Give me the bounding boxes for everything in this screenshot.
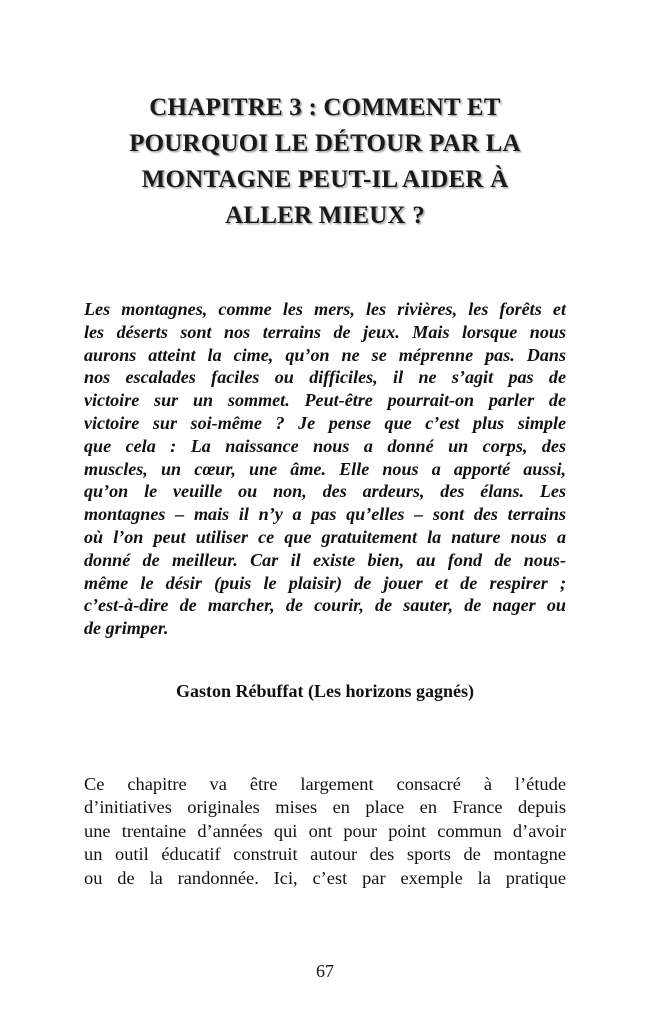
chapter-title bbox=[95, 90, 555, 234]
chapter-title-line: ALLER MIEUX ? bbox=[225, 202, 425, 229]
epigraph-line: où l’on peut utiliser ce que gratuitement la nature nous a bbox=[84, 526, 566, 547]
epigraph-line: victoire sur soi-même ? Je pense que c’est plus simple bbox=[84, 412, 566, 433]
epigraph-line: montagnes – mais il n’y a pas qu’elles – sont des terrains bbox=[84, 504, 566, 525]
epigraph-line: de grimper. bbox=[84, 618, 169, 639]
epigraph-line: c’est-à-dire de marcher, de courir, de sauter, de nager ou bbox=[84, 595, 566, 616]
epigraph-line: muscles, un cœur, une âme. Elle nous a apporté aussi, bbox=[84, 458, 566, 479]
body-line: Ce chapitre va être largement consacré à l’étude bbox=[84, 774, 566, 794]
epigraph-line: les déserts sont nos terrains de jeux. Mais lorsque nous bbox=[84, 321, 566, 342]
epigraph-quote bbox=[84, 298, 566, 640]
body-line: une trentaine d’années qui ont pour point commun d’avoir bbox=[84, 820, 566, 841]
epigraph-line: que cela : La naissance nous a donné un corps, des bbox=[84, 435, 566, 456]
chapter-title-line: MONTAGNE PEUT-IL AIDER À bbox=[141, 166, 509, 193]
body-line: d’initiatives originales mises en place en France depuis bbox=[84, 797, 566, 818]
body-paragraph bbox=[84, 773, 566, 890]
epigraph-line: qu’on le veuille ou non, des ardeurs, des élans. Les bbox=[84, 481, 566, 502]
chapter-title-line: POURQUOI LE DÉTOUR PAR LA bbox=[129, 130, 521, 157]
page-number: 67 bbox=[316, 961, 334, 981]
epigraph-line: aurons atteint la cime, qu’on ne se méprenne pas. Dans bbox=[84, 344, 566, 365]
chapter-title-line: CHAPITRE 3 : COMMENT ET bbox=[149, 94, 501, 121]
epigraph-attribution: Gaston Rébuffat (Les horizons gagnés) bbox=[175, 681, 474, 701]
epigraph-line: même le désir (puis le plaisir) de jouer et de respirer ; bbox=[84, 572, 566, 593]
epigraph-line: nos escalades faciles ou difficiles, il ne s’agit pas de bbox=[84, 367, 566, 388]
epigraph-line: victoire sur un sommet. Peut-être pourrait-on parler de bbox=[84, 390, 566, 411]
epigraph-line: donné de meilleur. Car il existe bien, au fond de nous- bbox=[84, 549, 566, 570]
epigraph-line: Les montagnes, comme les mers, les rivières, les forêts et bbox=[84, 299, 566, 319]
body-line: un outil éducatif construit autour des sports de montagne bbox=[84, 844, 566, 865]
body-line: ou de la randonnée. Ici, c’est par exemple la pratique bbox=[84, 867, 566, 888]
